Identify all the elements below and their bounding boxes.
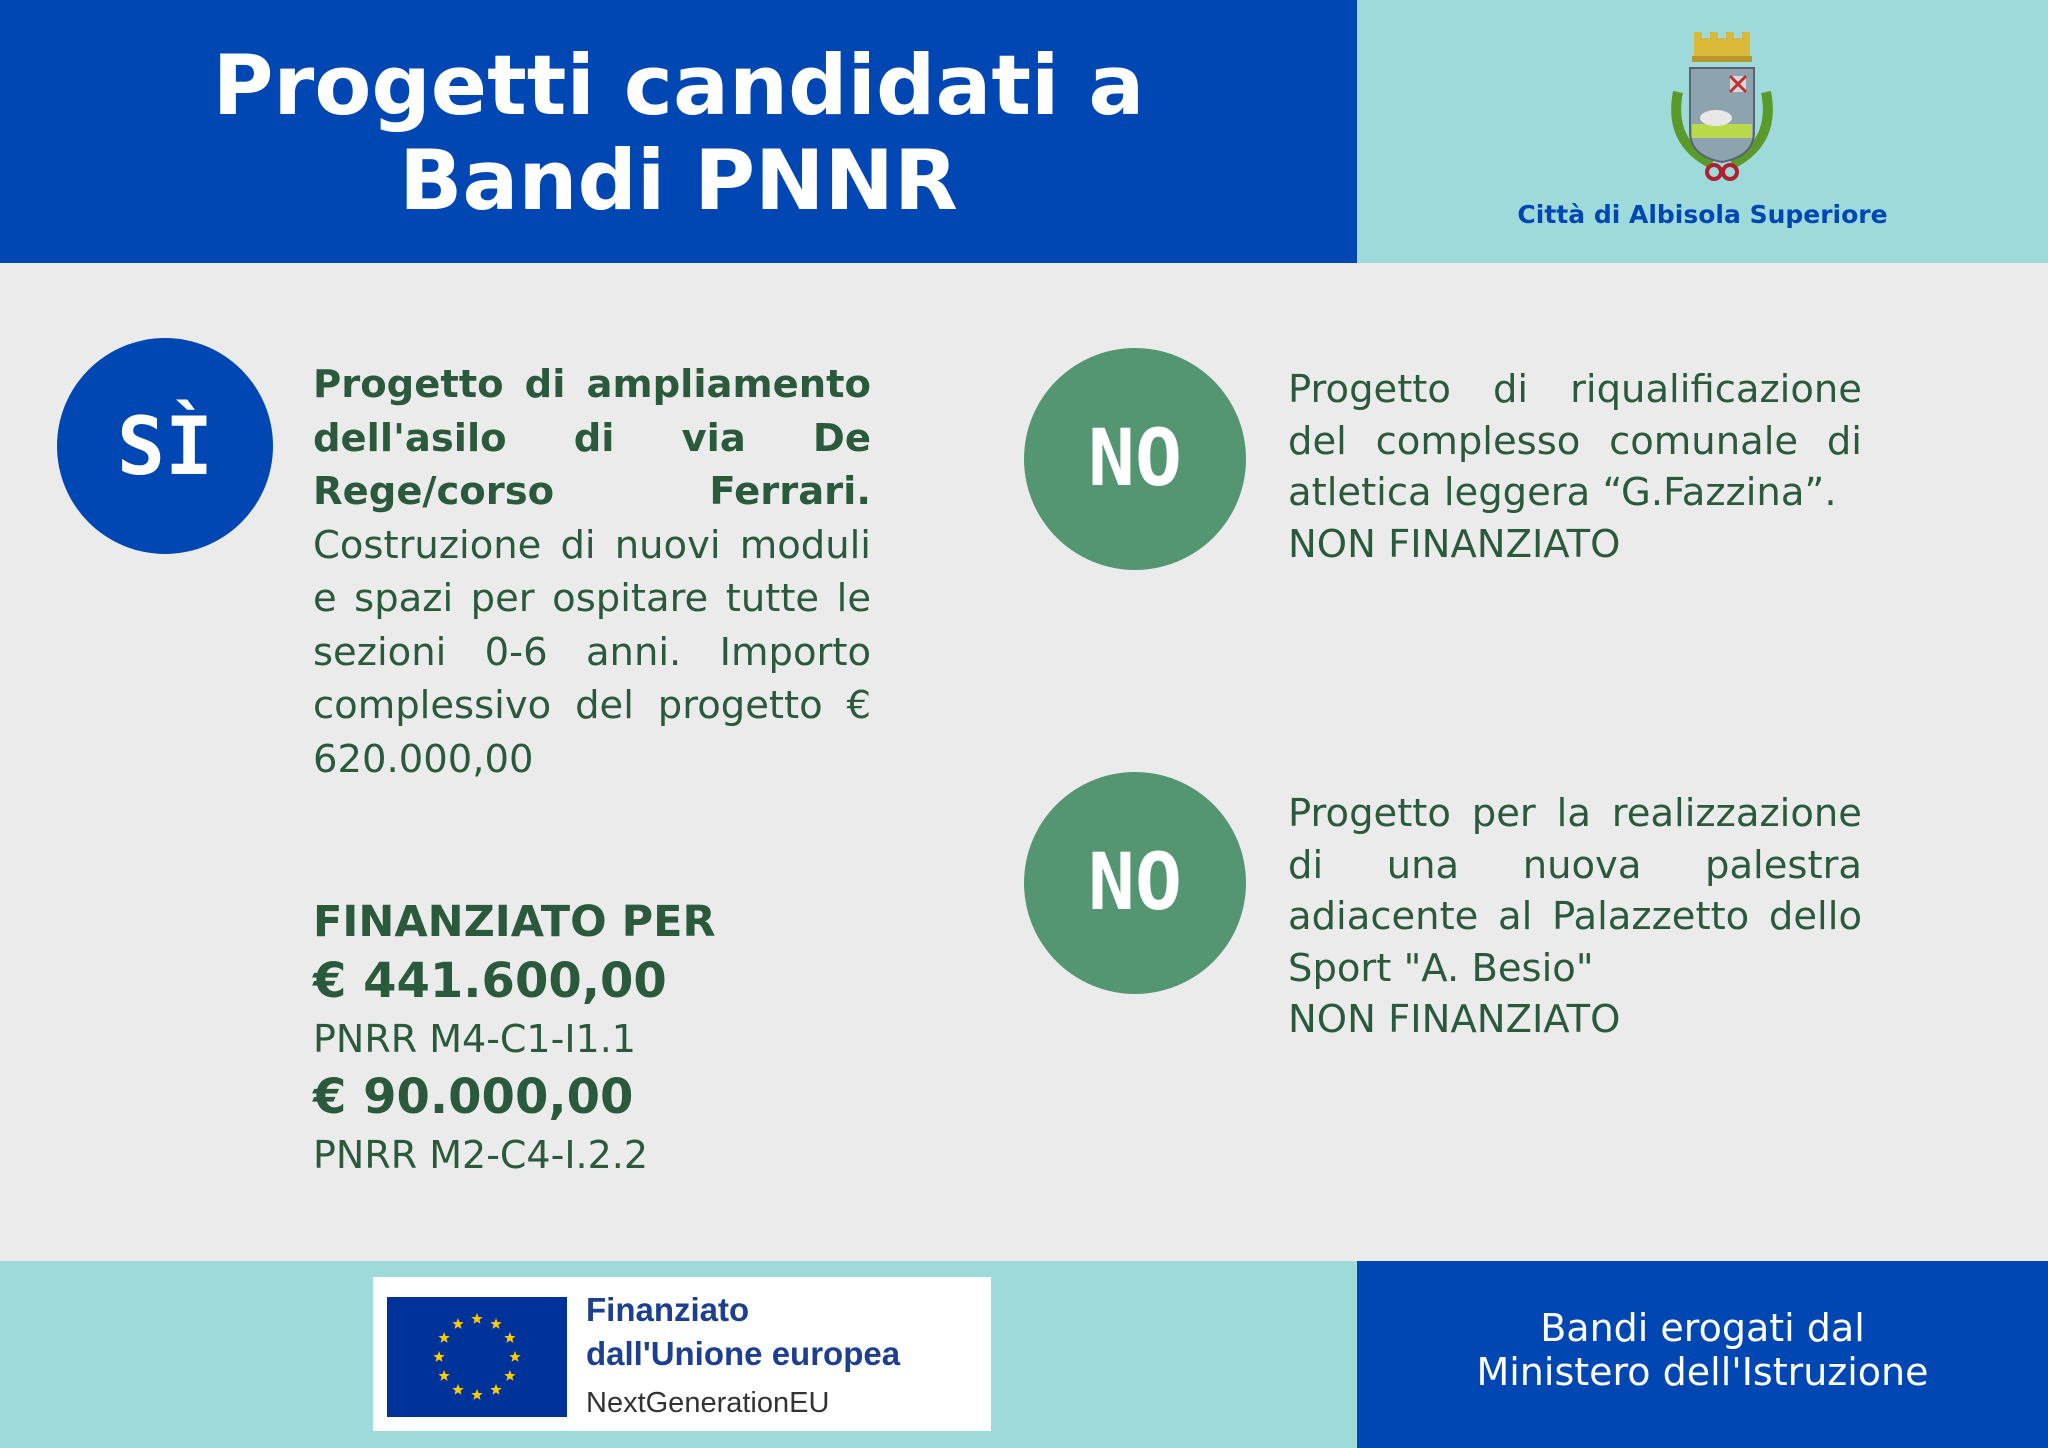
funding-amount-1: € 441.600,00 (313, 953, 667, 1009)
project-2-text (1288, 364, 1862, 570)
project-1-description: Costruzione di nuovi moduli e spazi per ospitare tutte le sezioni 0-6 anni. Importo complessivo del progetto € 620.000,00 (313, 522, 871, 782)
rejected-badge (1024, 348, 1246, 570)
funding-code-1: PNRR M4-C1-I1.1 (313, 1017, 636, 1061)
title-line-1: Progetti candidati a (212, 37, 1145, 134)
coat-of-arms-icon (1664, 32, 1780, 192)
funding-label: FINANZIATO PER (313, 897, 716, 947)
footer-ministry-text (1357, 1306, 2048, 1394)
rejected-badge-label: NO (1088, 838, 1182, 928)
project-1-text (313, 358, 871, 786)
eu-text-line-2: dall'Unione europea (586, 1335, 901, 1372)
funding-amount-2: € 90.000,00 (313, 1069, 634, 1125)
project-1-title: Progetto di ampliamento dell'asilo di via De Rege/corso Ferrari. (313, 362, 871, 514)
city-name: Città di Albisola Superiore (1517, 200, 1888, 229)
eu-funding-logo (373, 1277, 991, 1431)
project-3-description: Progetto per la realizzazione di una nuova palestra adiacente al Palazzetto dello Sport "A. Besio" (1288, 791, 1862, 991)
page-title (0, 38, 1357, 228)
approved-badge (57, 338, 273, 554)
footer-text-line-1: Bandi erogati dal (1540, 1306, 1865, 1350)
footer-text-line-2: Ministero dell'Istruzione (1476, 1350, 1929, 1394)
eu-text-line-1: Finanziato (586, 1291, 750, 1328)
project-3-text (1288, 788, 1862, 1046)
title-line-2: Bandi PNNR (399, 132, 958, 229)
eu-flag-icon (387, 1297, 567, 1417)
approved-badge-label: SÌ (116, 399, 214, 493)
project-2-status: NON FINANZIATO (1288, 521, 1621, 567)
rejected-badge-label: NO (1088, 414, 1182, 504)
funding-code-2: PNRR M2-C4-I.2.2 (313, 1133, 649, 1177)
project-1-funding (313, 892, 716, 1184)
project-2-description: Progetto di riqualificazione del complesso comunale di atletica leggera “G.Fazzina”. (1288, 367, 1862, 515)
project-3-status: NON FINANZIATO (1288, 997, 1621, 1042)
rejected-badge (1024, 772, 1246, 994)
eu-text-line-3: NextGenerationEU (586, 1387, 830, 1419)
